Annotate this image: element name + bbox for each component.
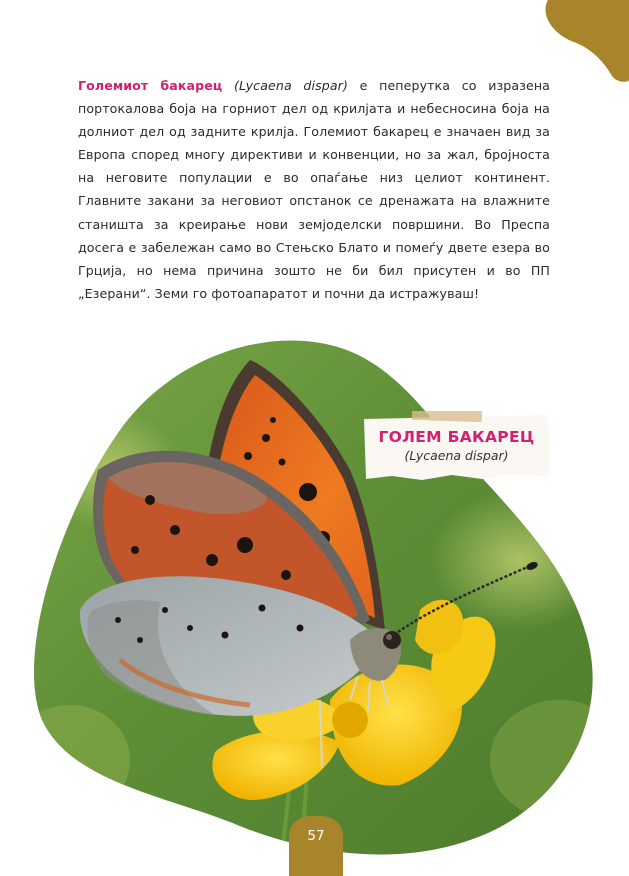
description-text: е пеперутка со изразена портокалова боја на горниот дел од крилјата и небесносина боја на долниот дел од задните крилја. Големиот бакарец е значаен вид за Европа според многу директиви и конвенции, но за жал, бројноста на неговите популации е во опаѓање низ целиот континент. Главните закани за неговиот опстанок се дренажата на влажните станишта за креирање нови земјоделски површини. Во Преспа досега е забележан само во Стењско Блато и помеѓу двете езера во Грција, но нема причина зошто не би бил присутен и во ПП „Езерани“. Земи го фотоапаратот и почни да истражуваш! (78, 78, 550, 301)
species-scientific-name: (Lycaena dispar) (233, 78, 348, 93)
species-name: Големиот бакарец (78, 78, 223, 93)
species-label-card (362, 411, 551, 484)
page-number-tab (289, 816, 343, 876)
label-subtitle: (Lycaena dispar) (404, 448, 509, 463)
page-number: 57 (307, 828, 325, 844)
label-title: ГОЛЕМ БАКАРЕЦ (378, 428, 535, 446)
